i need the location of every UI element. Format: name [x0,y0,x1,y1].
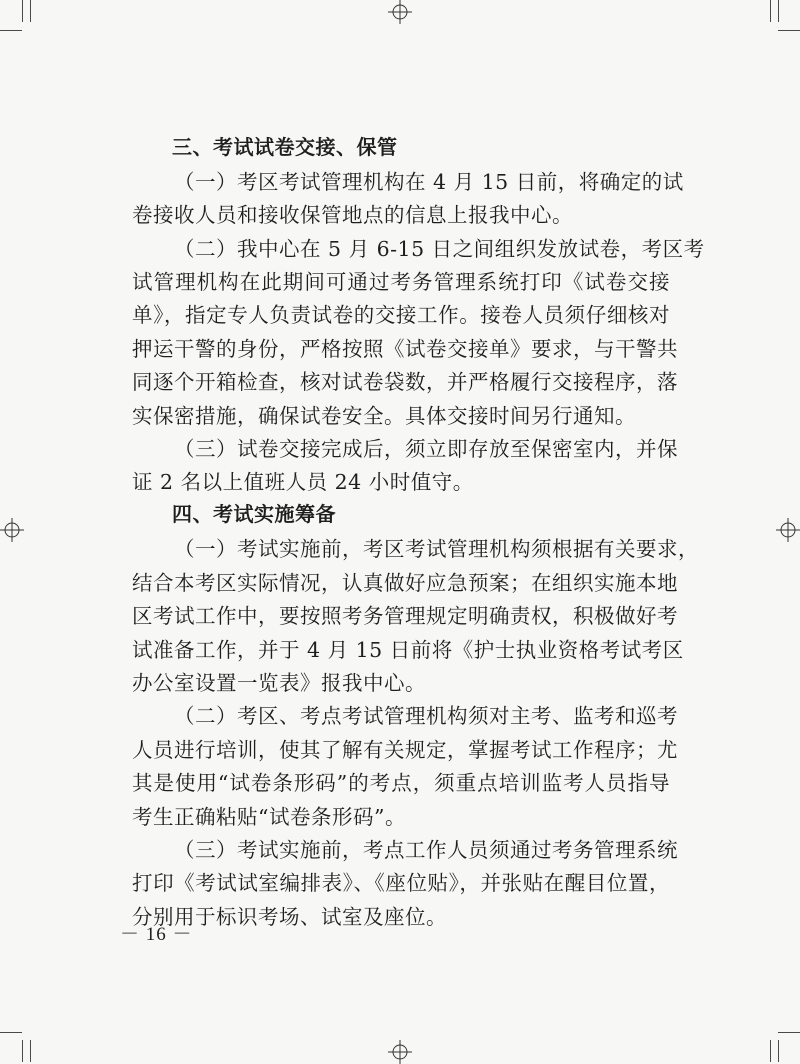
crop-mark-bottom-right-h [778,1032,800,1033]
paragraph-line: 考生正确粘贴“试卷条形码”。 [132,805,406,829]
crop-mark-top-right-h [778,30,800,31]
paragraph-line: （三）试卷交接完成后，须立即存放至保密室内，并保 [174,437,678,461]
paragraph-line: 打印《考试试室编排表》、《座位贴》，并张贴在醒目位置， [132,871,670,895]
page-number: － 16 － [120,924,193,945]
section-heading: 三、考试试卷交接、保管 [172,135,398,159]
crop-mark-bottom-left-v [30,1040,31,1062]
crop-mark-top-right-v [770,0,771,22]
paragraph-line: 试管理机构在此期间可通过考务管理系统打印《试卷交接 [132,270,670,294]
section-heading: 四、考试实施筹备 [172,502,336,526]
paragraph-line: 其是使用“试卷条形码”的考点，须重点培训监考人员指导 [132,771,670,795]
crop-mark-top-right-v2 [778,0,779,22]
crop-mark-bottom-left-v2 [22,1040,23,1062]
paragraph-line: （三）考试实施前，考点工作人员须通过考务管理系统 [174,838,678,862]
paragraph-line: 区考试工作中，要按照考务管理规定明确责权，积极做好考 [132,604,678,628]
registration-mark-right-icon [776,518,800,542]
paragraph-line: （一）考试实施前，考区考试管理机构须根据有关要求， [174,537,699,561]
paragraph-line: 结合本考区实际情况，认真做好应急预案；在组织实施本地 [132,571,678,595]
paragraph-line: 押运干警的身份，严格按照《试卷交接单》要求，与干警共 [132,337,678,361]
paragraph-line: 实保密措施，确保试卷安全。具体交接时间另行通知。 [132,404,636,428]
registration-mark-bottom-icon [388,1040,412,1064]
paragraph-line: （二）考区、考点考试管理机构须对主考、监考和巡考 [174,704,678,728]
registration-mark-left-icon [0,518,24,542]
crop-mark-top-left-v2 [22,0,23,22]
paragraph-line: 分别用于标识考场、试室及座位。 [132,905,447,929]
paragraph-line: 试准备工作，并于 4 月 15 日前将《护士执业资格考试考区 [132,638,684,662]
crop-mark-top-left-v [30,0,31,22]
crop-mark-top-left-h [0,30,22,31]
paragraph-line: （二）我中心在 5 月 6-15 日之间组织发放试卷，考区考 [174,237,705,261]
crop-mark-bottom-right-v2 [778,1040,779,1062]
paragraph-line: 人员进行培训，使其了解有关规定，掌握考试工作程序；尤 [132,738,678,762]
paragraph-line: 同逐个开箱检查，核对试卷袋数，并严格履行交接程序，落 [132,370,678,394]
paragraph-line: 卷接收人员和接收保管地点的信息上报我中心。 [132,203,573,227]
paragraph-line: （一）考区考试管理机构在 4 月 15 日前，将确定的试 [174,170,684,194]
paragraph-line: 办公室设置一览表》报我中心。 [132,671,426,695]
crop-mark-bottom-left-h [0,1032,22,1033]
registration-mark-top-icon [388,0,412,24]
paragraph-line: 证 2 名以上值班人员 24 小时值守。 [132,470,474,494]
crop-mark-bottom-right-v [770,1040,771,1062]
paragraph-line: 单》，指定专人负责试卷的交接工作。接卷人员须仔细核对 [132,303,670,327]
